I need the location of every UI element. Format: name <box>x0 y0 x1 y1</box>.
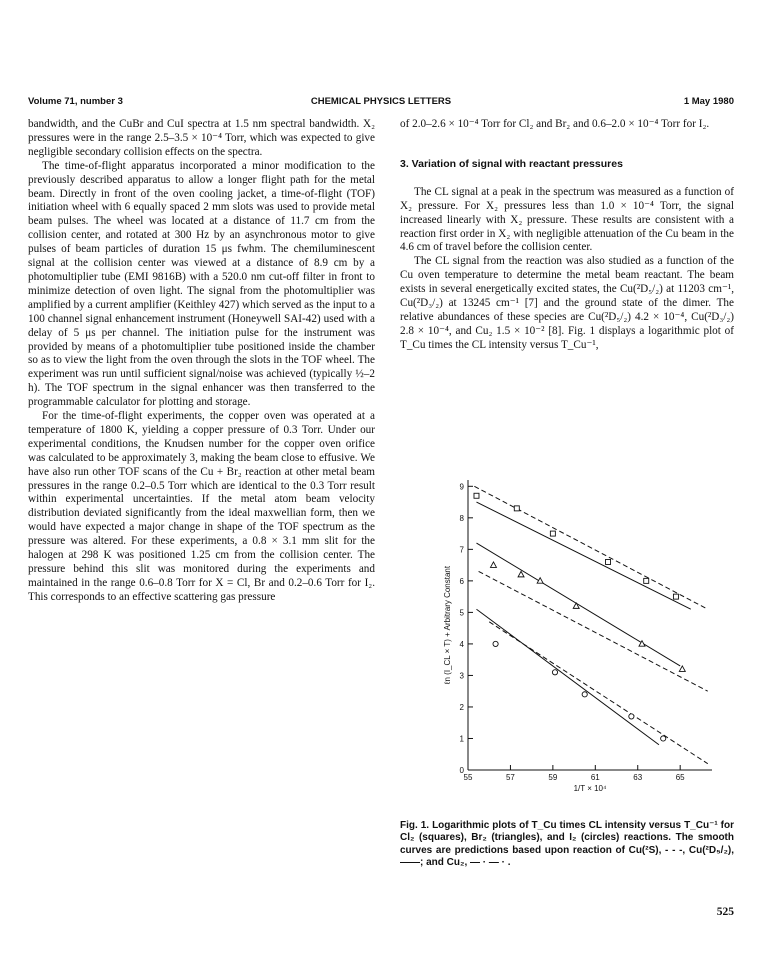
data-point-square <box>644 578 649 583</box>
y-tick-label: 8 <box>459 513 464 523</box>
chart-points <box>474 493 685 741</box>
issue-date: 1 May 1980 <box>683 96 734 107</box>
prediction-curve <box>476 609 658 745</box>
x-tick-label: 63 <box>633 773 643 782</box>
y-tick-label: 7 <box>459 545 464 555</box>
x-tick-label: 65 <box>675 773 685 782</box>
paragraph: bandwidth, and the CuBr and CuI spectra at 1.5 nm spectral bandwidth. X₂ pressures were in the range 2.5–3.5 × 10⁻⁴ Torr, which was expected to give negligible secondary collision effects on the spectra. <box>28 118 375 158</box>
data-point-circle <box>629 714 634 719</box>
prediction-curve <box>476 502 690 609</box>
right-column <box>400 118 734 353</box>
x-tick-label: 57 <box>505 773 515 782</box>
data-point-circle <box>493 641 498 646</box>
y-tick-label: 1 <box>459 734 464 744</box>
chart-curves <box>474 486 707 763</box>
figure-caption <box>400 820 734 870</box>
chart-labels <box>443 482 685 792</box>
prediction-curve <box>476 543 680 666</box>
paragraph: For the time-of-flight experiments, the copper oven was operated at a temperature of 1800 K, yielding a copper pressure of 0.3 Torr. Under our experimental conditions, the Knudsen number for the copper oven orifice was calculated to be approximately 3, making the beam close to effusive. We have also run other TOF scans of the Cu + Br₂ reaction at other metal beam pressures in the range 0.2–0.5 Torr which are identical to the 0.3 Torr result within experimental uncertainties. If the metal atom beam velocity distribution deviated significantly from the ideal maxwellian form, then we would have expected a major change in shape of the TOF spectrum as the pressure was altered. For these experiments, a 0.8 × 3.1 mm slit for the halogen at 298 K was positioned 1.25 cm from the collision center. The pressure behind this slit was monitored during the experiments and maintained in the range 0.6–0.8 Torr for X = Cl, Br and 0.2–0.6 Torr for I₂. This corresponds to an effective scattering gas pressure <box>28 410 375 603</box>
data-point-triangle <box>490 562 496 568</box>
prediction-curve <box>479 571 708 691</box>
data-point-square <box>514 506 519 511</box>
paragraph: The time-of-flight apparatus incorporated a minor modification to the previously described apparatus to allow a longer flight path for the metal beam. Directly in front of the oven cooling jacket, a time-of-flight (TOF) initiation wheel with 6 equally spaced 2 mm slots was used to provide metal beam pulses. The wheel was located at a distance of 11.7 cm from the collision center, and rotated at 300 Hz by an asynchronous motor to give pulses of beam particles of duration 15 μs fwhm. The chemiluminescent signal at the collision center was viewed at a distance of 8.9 cm by a photomultiplier tube (EMI 9816B) with a 520.0 nm cut-off filter in front to minimize detection of oven light. The signal from the photomultiplier was amplified by a current amplifier (Keithley 427) which served as the input to a 100 channel signal enhancement instrument (Honeywell SAI-42) used with a delay of 5 μs per channel. The initiation pulse for the instrument was provided by means of a photomultiplier tube positioned inside the chamber so as to view the light from the oven through the slots in the TOF wheel. The experiment was run until sufficient signal/noise was achieved (typically ½–2 h). The TOF spectrum in the signal enhancer was then transferred to the programmable calculator for plotting and storage. <box>28 159 376 409</box>
figure-1 <box>420 470 720 792</box>
y-tick-label: 9 <box>459 482 464 492</box>
y-tick-label: 0 <box>459 766 464 775</box>
paragraph: of 2.0–2.6 × 10⁻⁴ Torr for Cl₂ and Br₂ and 0.6–2.0 × 10⁻⁴ Torr for I₂. <box>400 118 710 130</box>
running-header <box>28 96 734 110</box>
journal-name: CHEMICAL PHYSICS LETTERS <box>310 96 452 107</box>
data-point-circle <box>552 670 557 675</box>
chart-axes <box>468 480 712 770</box>
caption-text: Logarithmic plots of T_Cu times CL intensity versus T_Cu⁻¹ for Cl₂ (squares), Br₂ (triangles), and I₂ (circles) reactions. The smooth curves are predictions based upon reaction of Cu(²S), - - -, Cu(²D₅/₂), ——; and Cu₂, — · — · . <box>400 820 734 869</box>
data-point-square <box>673 594 678 599</box>
section-heading: 3. Variation of signal with reactant pressures <box>400 157 623 170</box>
data-point-circle <box>661 736 666 741</box>
prediction-curve <box>474 486 707 609</box>
y-tick-label: 5 <box>459 608 464 618</box>
data-point-triangle <box>573 603 579 609</box>
y-axis-label: ℓn (I_CL × T) + Arbitrary Constant <box>443 565 452 685</box>
y-tick-label: 2 <box>459 702 464 712</box>
left-column <box>28 118 375 605</box>
data-point-circle <box>582 692 587 697</box>
caption-label: Fig. 1. <box>400 820 430 831</box>
data-point-square <box>474 493 479 498</box>
paragraph: The CL signal from the reaction was also studied as a function of the Cu oven temperature to determine the metal beam reactant. The beam exists in several energetically excited states, the Cu(²D₅/₂) at 11203 cm⁻¹, Cu(²D₃/₂) at 13245 cm⁻¹ [7] and the ground state of the dimer. The relative abundances of these species are Cu(²D₅/₂) 4.2 × 10⁻⁴, Cu(²D₃/₂) 2.8 × 10⁻⁴, and Cu₂ 1.5 × 10⁻² [8]. Fig. 1 displays a logarithmic plot of T_Cu times the CL intensity versus T_Cu⁻¹, <box>400 255 734 351</box>
x-tick-label: 59 <box>548 773 558 782</box>
x-tick-label: 61 <box>590 773 600 782</box>
y-tick-label: 6 <box>459 576 464 586</box>
data-point-triangle <box>679 666 685 672</box>
paragraph: The CL signal at a peak in the spectrum was measured as a function of X₂ pressure. For X₂ pressures less than 1.0 × 10⁻⁴ Torr, the signal increased linearly with X₂ pressure. These results are consistent with a reaction first order in X₂ with negligible attenuation of the Cu beam in the 4.6 cm of travel before the collision center. <box>400 185 734 254</box>
data-point-square <box>550 531 555 536</box>
page-number: 525 <box>716 906 734 918</box>
chart-svg <box>420 470 720 792</box>
x-axis-label: 1/T × 10⁴ <box>573 784 607 792</box>
volume-info: Volume 71, number 3 <box>28 96 123 107</box>
y-tick-label: 3 <box>459 671 464 681</box>
data-point-square <box>606 559 611 564</box>
x-tick-label: 55 <box>463 773 473 782</box>
data-point-triangle <box>518 571 524 577</box>
y-tick-label: 4 <box>459 639 464 649</box>
